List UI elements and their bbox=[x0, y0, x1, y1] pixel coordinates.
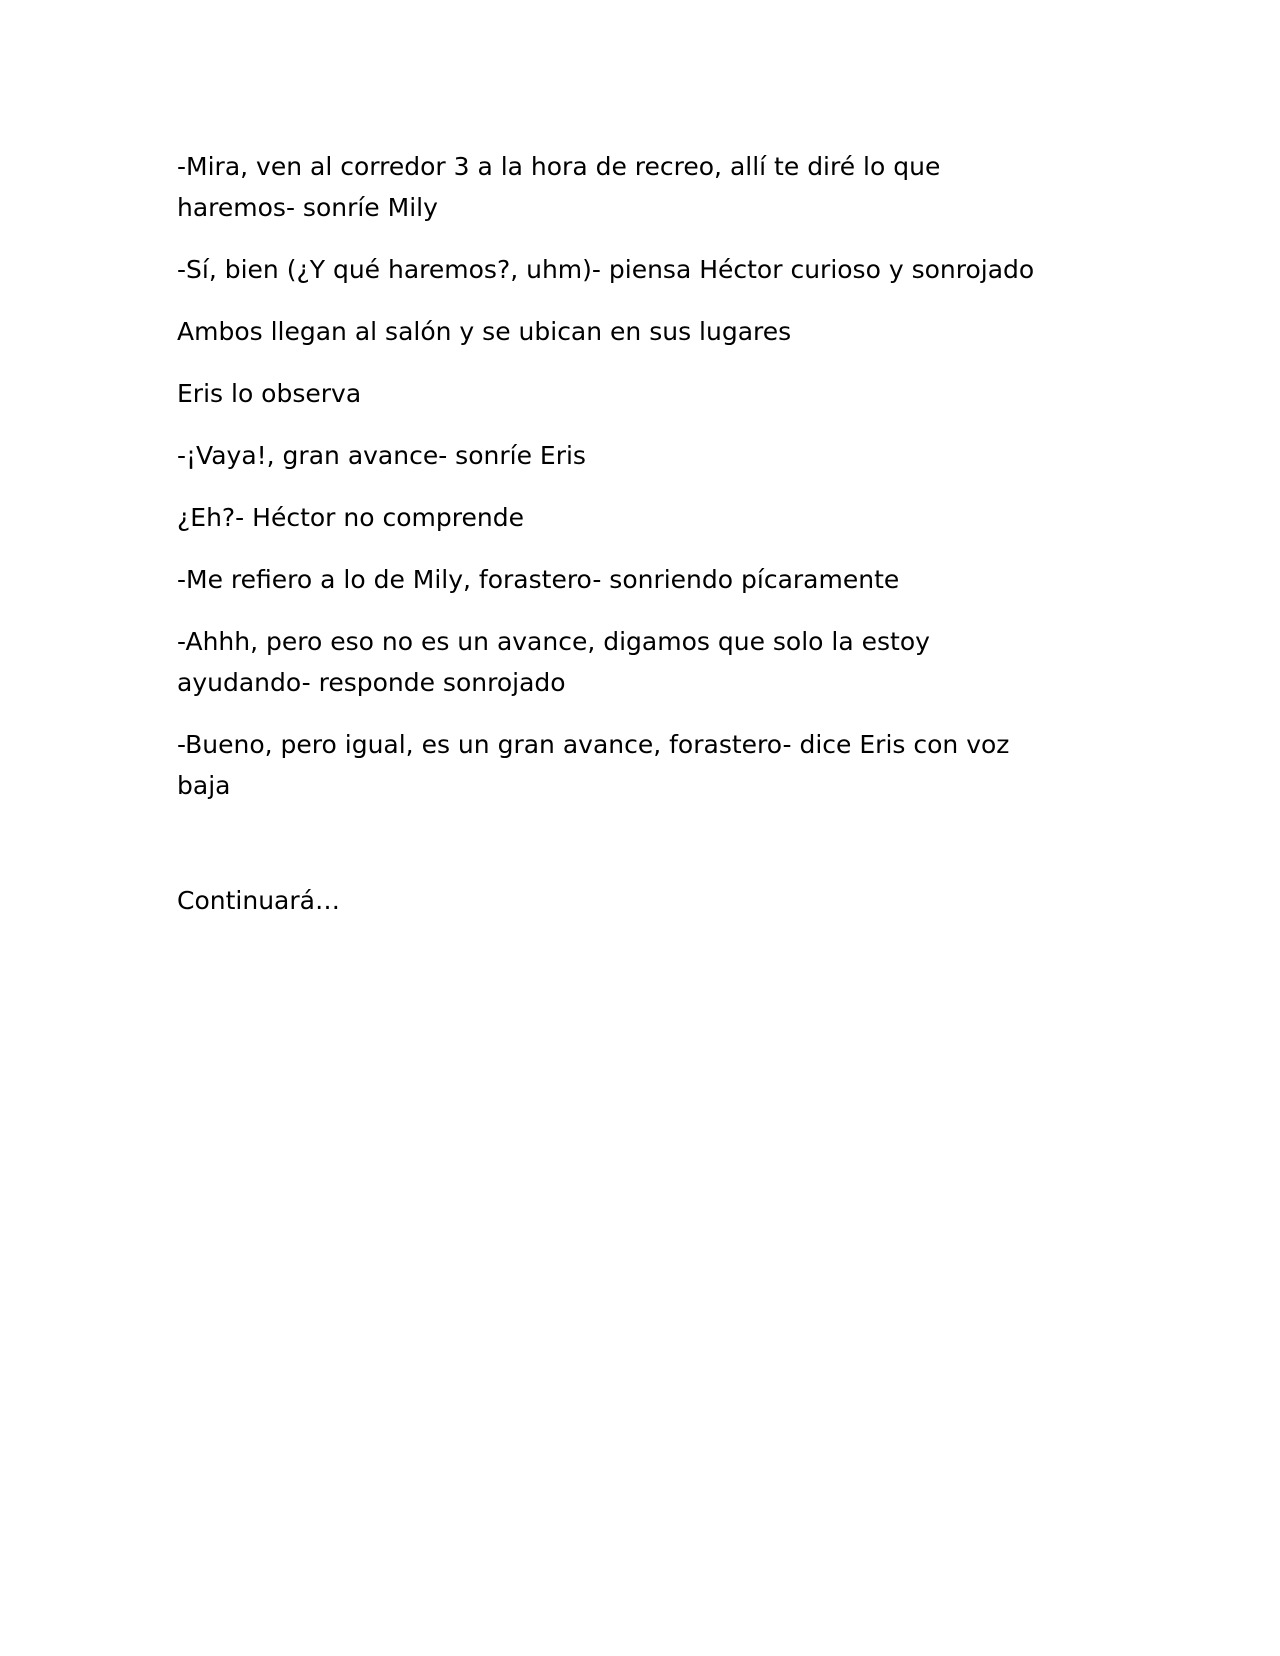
paragraph-2: -Sí, bien (¿Y qué haremos?, uhm)- piensa Héctor curioso y sonrojado bbox=[177, 255, 1035, 284]
paragraph-7: -Me refiero a lo de Mily, forastero- sonriendo pícaramente bbox=[177, 565, 900, 594]
paragraph-9: -Bueno, pero igual, es un gran avance, forastero- dice Eris con voz baja bbox=[177, 730, 1010, 800]
paragraph-5: -¡Vaya!, gran avance- sonríe Eris bbox=[177, 441, 586, 470]
paragraph-3: Ambos llegan al salón y se ubican en sus lugares bbox=[177, 317, 792, 346]
paragraph-6: ¿Eh?- Héctor no comprende bbox=[177, 503, 524, 532]
closing-line: Continuará… bbox=[177, 886, 340, 915]
blank-line bbox=[177, 827, 1057, 880]
paragraph-8: -Ahhh, pero eso no es un avance, digamos que solo la estoy ayudando- responde sonrojado bbox=[177, 627, 930, 697]
paragraph-1: -Mira, ven al corredor 3 a la hora de recreo, allí te diré lo que haremos- sonríe Mily bbox=[177, 152, 941, 222]
document-body bbox=[177, 146, 1057, 942]
paragraph-4: Eris lo observa bbox=[177, 379, 362, 408]
